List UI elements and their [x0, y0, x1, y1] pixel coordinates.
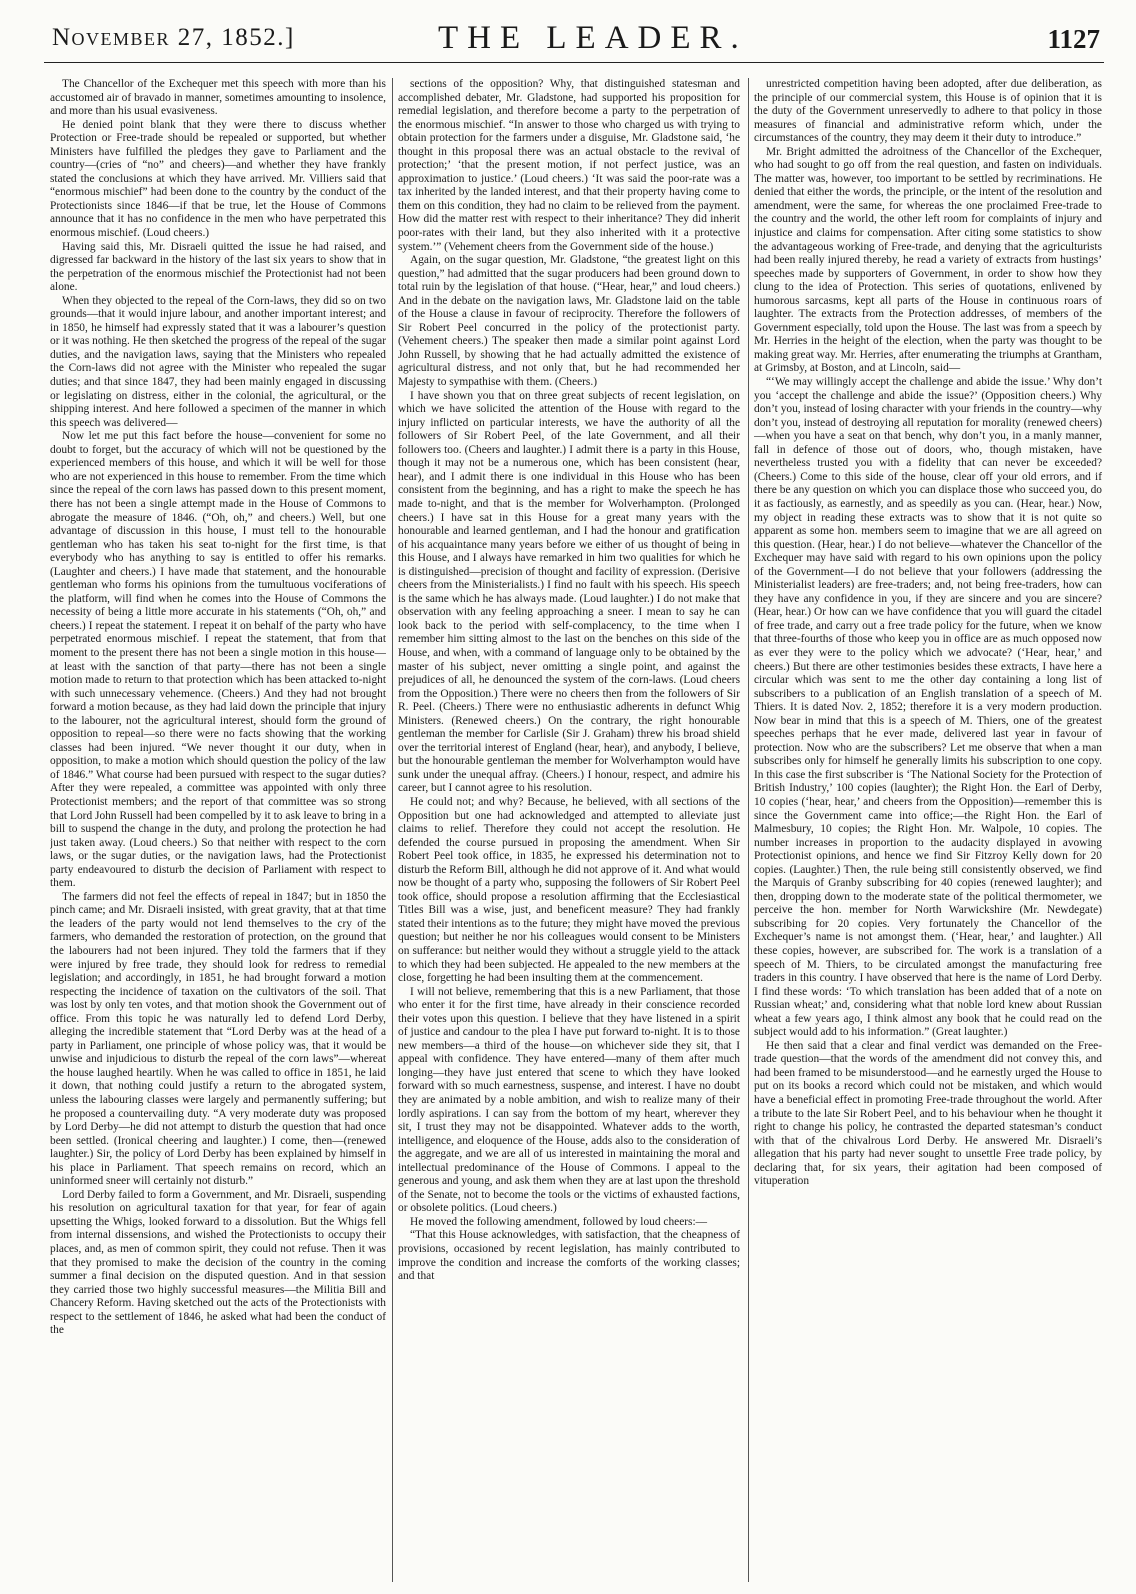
paragraph: Mr. Bright admitted the adroitness of the Chancellor of the Exchequer, who had sought to go off from the real question, and fasten on individuals. The matter was, however, too important to be settled by recriminations. He denied that either the words, the principle, or the intent of the resolution and amendment, were the same, for whereas the one proclaimed Free-trade to the country and the world, the other left room for complaints of injury and injustice and claims for compensation. After citing some statistics to show the advantageous working of Free-trade, and denying that the agriculturists had been really injured thereby, he read a variety of extracts from hustings’ speeches made by supporters of Government, in order to show how they clung to the idea of Protection. This series of quotations, enlivened by humorous sarcasms, kept all parts of the House in continuous roars of laughter. The extracts from the Protection addresses, of members of the Government especially, told upon the House. The last was from a speech by Mr. Herries in the height of the election, when the party was thought to be making great way. Mr. Herries, after enumerating the triumphs at Grantham, at Grimsby, at Boston, and at Lincoln, said— [754, 145, 1102, 375]
paragraph: I will not believe, remembering that this is a new Parliament, that those who enter it for the first time, have already in their conscience recorded their votes upon this question. I believe that they have listened in a spirit of justice and candour to the plea I have put forward to-night. It is to those new members—a third of the house—on whichever side they sit, that I appeal with confidence. They have entered—many of them after much longing—they have just entered that scene to which they have looked forward with so much earnestness, suspense, and interest. I have no doubt they are animated by a noble ambition, and wish to realize many of their lordly aspirations. I can say from the bottom of my heart, wherever they sit, I trust they may not be disappointed. Whatever adds to the worth, intelligence, and eloquence of the House, adds also to the consideration of the aggregate, and we are all of us interested in maintaining the moral and intellectual predominance of the House of Commons. I appeal to the generous and young, and ask them when they are at last upon the threshold of the Senate, not to become the tools or the victims of exhausted factions, or obsolete politics. (Loud cheers.) [398, 985, 740, 1215]
paragraph: Having said this, Mr. Disraeli quitted the issue he had raised, and digressed far backward in the history of the last six years to show that in the perpetration of the enormous mischief the Protectionist had not been alone. [50, 240, 386, 294]
page-number: 1127 [1047, 24, 1100, 54]
paragraph: I have shown you that on three great subjects of recent legislation, on which we have solicited the attention of the House with regard to the injury inflicted on particular interests, we have the authority of all the followers of Sir Robert Peel, of the late Government, and all their followers too. (Cheers and laughter.) I admit there is a party in this House, though it may not be a numerous one, which has been consistent (hear, hear), and I admit there is one individual in this House who has been consistent from the beginning, and has a right to make the speech he has made to-night, and that is the member for Wolverhampton. (Prolonged cheers.) I have sat in this House for a great many years with the honourable and learned gentleman, and I had the honour and gratification of his acquaintance many years before we either of us thought of being in this House, and I always have remarked in him two qualities for which he is distinguished—precision of thought and facility of expression. (Derisive cheers from the Ministerialists.) I find no fault with his speech. His speech is the same which he has always made. (Loud laughter.) I do not make that observation with any feeling approaching a sneer. I mean to say he can look back to the period with self-complacency, to the time when I remember him sitting almost to the last on the benches on this side of the House, and when, with a command of language only to be obtained by the master of his subject, never omitting a single point, and against the prejudices of all, he denounced the system of the corn-laws. (Loud cheers from the Opposition.) There were no cheers then from the followers of Sir R. Peel. (Cheers.) There were no enthusiastic adherents in defunct Whig Ministers. (Renewed cheers.) On the contrary, the right honourable gentleman the member for Carlisle (Sir J. Graham) threw his broad shield over the territorial interest of England (hear, hear), and anybody, I believe, but the honourable gentleman the member for Wolverhampton would have sunk under the unequal affray. (Cheers.) I honour, respect, and admire his career, but I cannot agree to his resolution. [398, 389, 740, 795]
paragraph: When they objected to the repeal of the Corn-laws, they did so on two grounds—that it would injure labour, and another important interest; and in 1850, he himself had expressly stated that it was a labourer’s question or it was nothing. He then sketched the progress of the repeal of the sugar duties, and the navigation laws, saying that the Ministers who repealed the Corn-laws did not agree with the Minister who repealed the sugar duties; and that since 1847, they had been mainly engaged in discussing or legislating on distress, either in the colonial, the agricultural, or the shipping interest. And here followed a specimen of the manner in which this speech was delivered— [50, 294, 386, 429]
paragraph: The Chancellor of the Exchequer met this speech with more than his accustomed air of bravado in manner, sometimes amounting to insolence, and more than his usual evasiveness. [50, 78, 386, 118]
column-1 [50, 78, 386, 1584]
column-3 [754, 78, 1102, 1584]
column-2 [398, 78, 740, 1584]
paragraph: Now let me put this fact before the house—convenient for some no doubt to forget, but the accuracy of which will not be questioned by the experienced members of this house, and which it will be well for those who are not experienced in this house to remember. From the time which since the repeal of the corn laws has passed down to this present moment, there has not been a single attempt made in the House of Commons to abrogate the measure of 1846. (“Oh, oh,” and cheers.) Well, but one advantage of discussion in this house, I must tell to the honourable gentleman who has taken his seat to-night for the first time, is that everybody who has anything to say is entitled to offer his remarks. (Laughter and cheers.) I have made that statement, and the honourable gentleman who forms his opinions from the tumultuous vociferations of the platform, will find when he comes into the House of Commons the necessity of being a little more accurate in his statements (“Oh, oh,” and cheers.) I repeat the statement. I repeat it on behalf of the party who have perpetrated enormous mischief. I repeat the statement, that from that moment to the present there has not been a single motion in this house—at least with the sanction of that party—there has not been a single motion made to return to that protection which has been attacked to-night with such unnecessary vehemence. (Cheers.) And they had not brought forward a motion because, as they had laid down the principle that injury to the labourer, not the agricultural interest, should form the ground of opposition to repeal—so there were no facts showing that the working classes had been injured. “We never thought it our duty, when in opposition, to make a motion which should question the policy of the law of 1846.” What course had been pursued with respect to the sugar duties? After they were repealed, a committee was appointed with only three Protectionist members; and the report of that committee was so strong that Lord John Russell had been compelled by it to ask leave to bring in a bill to suspend the change in the duty, and prolong the protection he had just taken away. (Loud cheers.) So that neither with respect to the corn laws, or the sugar duties, or the navigation laws, had the Protectionist party endeavoured to disturb the decision of Parliament with respect to them. [50, 430, 386, 890]
paragraph: Again, on the sugar question, Mr. Gladstone, “the greatest light on this question,” had admitted that the sugar producers had been ground down to total ruin by the legislation of that house. (“Hear, hear,” and loud cheers.) And in the debate on the navigation laws, Mr. Gladstone laid on the table of the House a clause in favour of reciprocity. Therefore the followers of Sir Robert Peel concurred in the policy of the protectionist party. (Vehement cheers.) The speaker then made a similar point against Lord John Russell, by showing that he had actually admitted the existence of agricultural distress, and not only that, but he had recommended her Majesty to sympathise with them. (Cheers.) [398, 254, 740, 389]
paragraph: sections of the opposition? Why, that distinguished statesman and accomplished debater, Mr. Gladstone, had supported his proposition for remedial legislation, and therefore become a party to the perpetration of the enormous mischief. “In answer to those who charged us with trying to obtain protection for the farmers under a disguise, Mr. Gladstone said, ‘he thought in this proposal there was an actual obstacle to the revival of protection;’ ‘that the present motion, if not perfect justice, was an approximation to justice.’ (Loud cheers.) ‘It was said the poor-rate was a tax inherited by the landed interest, and that their property having come to them on this condition, they had no claim to be relieved from the payment. How did the matter rest with respect to their inheritance? They did inherit poor-rates with their land, but they also inherited with it a protective system.’” (Vehement cheers from the Government side of the house.) [398, 78, 740, 253]
newspaper-title: THE LEADER. [438, 20, 748, 56]
masthead [0, 0, 1136, 64]
paragraph: unrestricted competition having been adopted, after due deliberation, as the principle of our commercial system, this House is of opinion that it is the duty of the Government unreservedly to adhere to that policy in those measures of financial and administrative reform which, under the circumstances of the country, they may deem it their duty to introduce.” [754, 78, 1102, 145]
paragraph: He denied point blank that they were there to discuss whether Protection or Free-trade should be repealed or supported, but whether Ministers have fulfilled the pledges they gave to Parliament and the country—(cries of “no” and cheers)—and whether they have frankly stated the conclusions at which they have arrived. Mr. Villiers said that “enormous mischief” had been done to the country by the conduct of the Protectionists since 1846—if that be true, let the House of Commons announce that it has no confidence in the men who have perpetrated this enormous mischief. (Loud cheers.) [50, 118, 386, 240]
issue-date: November 27, 1852.] [52, 24, 295, 51]
column-divider [392, 78, 393, 1582]
header-rule [44, 62, 1104, 63]
paragraph: Lord Derby failed to form a Government, and Mr. Disraeli, suspending his resolution on agricultural taxation for that year, for fear of again upsetting the Whigs, looked forward to a dissolution. But the Whigs fell from internal dissensions, and wished the Protectionists to occupy their places, and, as men of common spirit, they could not refuse. Then it was that they promised to make the decision of the country in the coming summer a final decision on the disputed question. And in that session they carried those two highly successful measures—the Militia Bill and Chancery Reform. Having sketched out the acts of the Protectionists with respect to the settlement of 1846, he asked what had been the conduct of the [50, 1188, 386, 1337]
paragraph: He moved the following amendment, followed by loud cheers:— [410, 1215, 708, 1228]
paragraph: “That this House acknowledges, with satisfaction, that the cheapness of provisions, occasioned by recent legislation, has mainly contributed to improve the condition and increase the comforts of the working classes; and that [398, 1229, 740, 1283]
paragraph: He could not; and why? Because, he believed, with all sections of the Opposition but one had acknowledged and attempted to alleviate just claims to relief. Therefore they could not accept the resolution. He defended the course pursued in proposing the amendment. When Sir Robert Peel took office, in 1835, he expressed his determination not to disturb the Reform Bill, although he did not approve of it. And what would now be thought of a party who, supposing the followers of Sir Robert Peel took office, should propose a resolution affirming that the Ecclesiastical Titles Bill was a wise, just, and beneficent measure? They had frankly stated their intentions as to the future; they might have moved the previous question; but neither he nor his colleagues would consent to be Ministers on sufferance: but neither would they without a struggle yield to the attack to which they had been subjected. He appealed to the new members at the close, forgetting he had been insulting them at the commencement. [398, 795, 740, 985]
column-divider [748, 78, 749, 1582]
paragraph: The farmers did not feel the effects of repeal in 1847; but in 1850 the pinch came; and Mr. Disraeli insisted, with great gravity, that at that time the leaders of the party would not lend themselves to the cry of the farmers, who demanded the restoration of protection, on the ground that the labourers had not been injured. They told the farmers that if they were injured by free trade, they should look for redress to remedial legislation; and accordingly, in 1851, he had brought forward a motion respecting the incidence of taxation on the cultivators of the soil. That was lost by only ten votes, and that motion shook the Government out of office. From this topic he was naturally led to defend Lord Derby, alleging the incredible statement that “Lord Derby was at the head of a party in Parliament, one principle of whose policy was, that it would be unwise and injudicious to disturb the repeal of the corn laws”—whereat the house laughed heartily. When he was called to office in 1851, he laid it down, that nothing could justify a return to the abrogated system, unless the labouring classes were largely and permanently suffering; but he proposed a countervailing duty. “A very moderate duty was proposed by Lord Derby—he did not attempt to disturb the question that had once been settled. (Ironical cheering and laughter.) I come, then—(renewed laughter.) Sir, the policy of Lord Derby has been explained by himself in his place in Parliament. That speech remains on record, which an uninformed sneer will certainly not disturb.” [50, 890, 386, 1188]
paragraph: He then said that a clear and final verdict was demanded on the Free-trade question—that the words of the amendment did not convey this, and had been framed to be misunderstood—and he earnestly urged the House to put on its books a record which could not be mistaken, and which would have a beneficial effect in promoting Free-trade throughout the world. After a tribute to the late Sir Robert Peel, and to his behaviour when he thought it right to change his policy, he contrasted the departed statesman’s conduct with that of the chivalrous Lord Derby. He answered Mr. Disraeli’s allegation that his party had never sought to unsettle Free trade policy, by declaring that, for six years, their agitation had been composed of vituperation [754, 1039, 1102, 1188]
paragraph: “‘We may willingly accept the challenge and abide the issue.’ Why don’t you ‘accept the challenge and abide the issue?’ (Opposition cheers.) Why don’t you, instead of losing character with your friends in the country—why don’t you, instead of destroying all reputation for morality (renewed cheers)—when you have a seat on that bench, why don’t you, in a manly manner, fall in defence of those out of doors, who, though mistaken, have nevertheless trusted you with a fidelity that can never be exceeded? (Cheers.) Come to this side of the house, clear off your old errors, and if there be any question on which you can displace those who succeed you, do it as factiously, as earnestly, and as speedily as you can. (Hear, hear.) Now, my object in reading these extracts was to show that it is not quite so apparent as some hon. members seem to imagine that we are all agreed on this question. (Hear, hear.) I do not believe—whatever the Chancellor of the Exchequer may have said with regard to his own opinions upon the policy of the Government—I do not believe that your followers (addressing the Ministerialist leaders) are free-traders; and, not being free-traders, how can they have any confidence in you, if they are sincere and you are sincere? (Hear, hear.) Or how can we have confidence that you will guard the citadel of free trade, and carry out a free trade policy for the future, when we know that three-fourths of those who keep you in office are as much opposed now as ever they were to the policy which we advocate? (‘Hear, hear,’ and cheers.) But there are other testimonies besides these extracts, I have here a circular which was sent to me the other day containing a long list of subscribers to a publication of an English translation of a speech of M. Thiers. It is dated Nov. 2, 1852; therefore it is a very modern production. Now bear in mind that this is a speech of M. Thiers, one of the greatest speeches perhaps that he ever made, delivered last year in favour of protection. Now who are the subscribers? Let me observe that when a man subscribes only for himself he generally limits his subscription to one copy. In this case the first subscriber is ‘The National Society for the Protection of British Industry,’ 100 copies (laughter); the Right Hon. the Earl of Derby, 10 copies (‘hear, hear,’ and cheers from the Opposition)—remember this is since the Government came into office;—the Right Hon. the Earl of Malmesbury, 10 copies; the Right Hon. Mr. Walpole, 10 copies. The number increases in proportion to the audacity displayed in avowing Protectionist opinions, and hence we find Sir Fitzroy Kelly down for 20 copies. (Laughter.) Then, the rule being still consistently observed, we find the Marquis of Granby subscribing for 40 copies (renewed laughter); and then, dropping down to the moderate state of the political thermometer, we perceive the hon. member for North Warwickshire (Mr. Newdegate) subscribing for 20 copies. Very fortunately the Chancellor of the Exchequer’s name is not amongst them. (‘Hear, hear,’ and laughter.) All these copies, however, are subscribed for. The work is a translation of a speech of M. Thiers, to be circulated amongst the manufacturing free traders in this country. I have observed that here is the name of Lord Derby. I find these words: ‘To which translation has been added that of a note on Russian wheat;’ and, considering what that noble lord knew about Russian wheat a few years ago, I think almost any book that he could read on the subject would add to his information.” (Great laughter.) [754, 376, 1102, 1039]
